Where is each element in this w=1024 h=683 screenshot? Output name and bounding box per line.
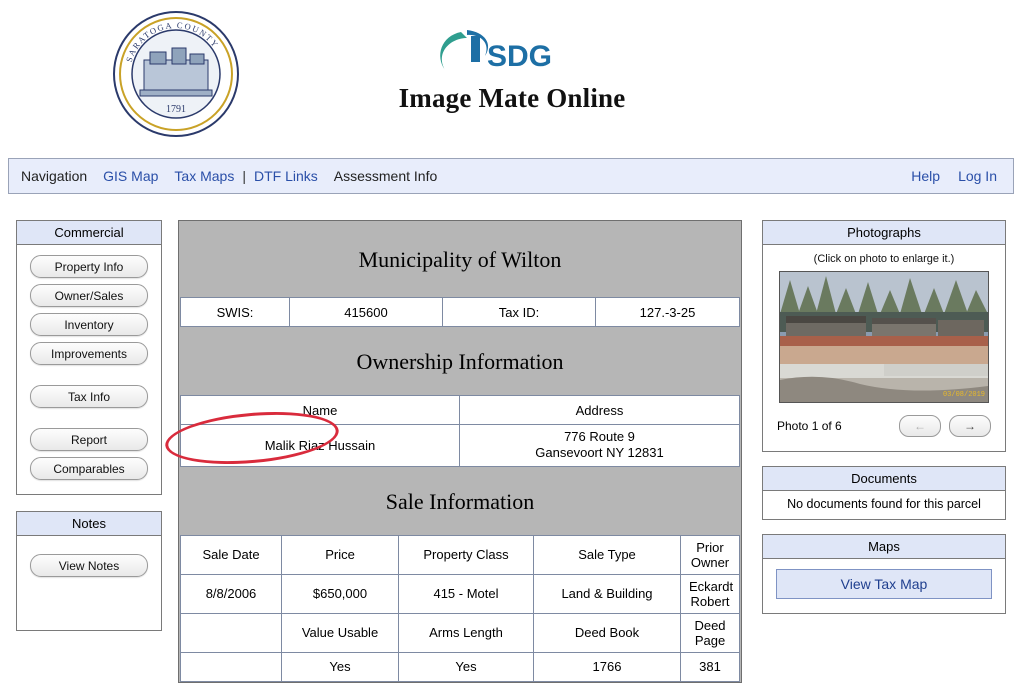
- nav-item-dtf-links[interactable]: DTF Links: [253, 168, 318, 184]
- arms-length-value: Yes: [399, 652, 534, 681]
- maps-panel: [762, 534, 1006, 614]
- sale-information-table: [180, 535, 740, 682]
- value-usable-value: Yes: [282, 652, 399, 681]
- photo-click-hint: (Click on photo to enlarge it.): [813, 253, 955, 265]
- table-row: [181, 652, 740, 681]
- photo-footer: [763, 403, 1005, 451]
- nav-item-gis-map[interactable]: GIS Map: [103, 168, 159, 184]
- maps-panel-title: Maps: [763, 535, 1005, 559]
- brand-title: Image Mate Online: [398, 83, 626, 113]
- prior-owner-value: Eckardt Robert: [681, 574, 740, 613]
- ownership-table: [180, 395, 740, 467]
- property-class-value: 415 - Motel: [399, 574, 534, 613]
- property-photo[interactable]: [779, 271, 989, 403]
- prior-owner-header: Prior Owner: [681, 535, 740, 574]
- photo-prev-arrow-icon[interactable]: ←: [899, 415, 941, 437]
- maps-panel-body: [763, 559, 1005, 613]
- sdg-logo: [427, 26, 597, 80]
- notes-panel-body: [17, 536, 161, 591]
- page-header: [0, 0, 1024, 148]
- sidebar-button-tax-info[interactable]: Tax Info: [30, 385, 148, 408]
- sale-section-title: Sale Information: [385, 488, 535, 514]
- owner-address-cell: [460, 425, 740, 467]
- price-value: $650,000: [282, 574, 399, 613]
- nav-separator: |: [242, 168, 246, 184]
- sidebar-button-view-notes[interactable]: View Notes: [30, 554, 148, 577]
- table-row: [181, 425, 740, 467]
- nav-right-group: [911, 168, 1001, 184]
- nav-item-log-in[interactable]: Log In: [958, 168, 997, 184]
- commercial-panel-body: [17, 245, 161, 494]
- notes-panel: [16, 511, 162, 631]
- commercial-panel: [16, 220, 162, 495]
- sidebar-button-comparables[interactable]: Comparables: [30, 457, 148, 480]
- sale-type-value: Land & Building: [534, 574, 681, 613]
- sidebar-button-report[interactable]: Report: [30, 428, 148, 451]
- sale-date-value: 8/8/2006: [181, 574, 282, 613]
- commercial-panel-title: Commercial: [17, 221, 161, 245]
- ownership-section-title: Ownership Information: [356, 349, 564, 374]
- empty-header-cell: [181, 613, 282, 652]
- deed-page-value: 381: [681, 652, 740, 681]
- municipality-title: Municipality of Wilton: [358, 247, 562, 272]
- tax-id-value: 127.-3-25: [596, 298, 740, 327]
- table-header-row: [181, 396, 740, 425]
- photographs-panel: [762, 220, 1006, 452]
- tax-id-label: Tax ID:: [443, 298, 596, 327]
- right-sidebar: [762, 220, 1006, 614]
- main-navigation-bar: [8, 158, 1014, 194]
- table-header-row: [181, 613, 740, 652]
- brand-block: [0, 26, 1024, 114]
- notes-panel-title: Notes: [17, 512, 161, 536]
- photo-count-label: Photo 1 of 6: [777, 419, 842, 433]
- nav-item-tax-maps[interactable]: Tax Maps: [174, 168, 235, 184]
- arms-length-header: Arms Length: [399, 613, 534, 652]
- sidebar-button-owner-sales[interactable]: Owner/Sales: [30, 284, 148, 307]
- svg-text:1791: 1791: [166, 104, 186, 115]
- owner-address-line2: Gansevoort NY 12831: [535, 445, 664, 461]
- photo-date-stamp: 03/08/2019: [942, 391, 985, 399]
- documents-panel: [762, 466, 1006, 520]
- sidebar-button-inventory[interactable]: Inventory: [30, 313, 148, 336]
- swis-label: SWIS:: [181, 298, 290, 327]
- nav-left-group: [21, 168, 437, 184]
- swis-value: 415600: [290, 298, 443, 327]
- sidebar-button-improvements[interactable]: Improvements: [30, 342, 148, 365]
- svg-text:SARATOGA COUNTY: SARATOGA COUNTY: [123, 19, 222, 64]
- table-row: [181, 298, 740, 327]
- swis-taxid-table: [180, 297, 740, 327]
- deed-book-header: Deed Book: [534, 613, 681, 652]
- nav-item-help[interactable]: Help: [911, 168, 941, 184]
- sidebar-button-property-info[interactable]: Property Info: [30, 255, 148, 278]
- owner-address-header: Address: [460, 396, 740, 425]
- left-sidebar: [16, 220, 162, 631]
- owner-name-cell: [181, 425, 460, 467]
- photo-next-arrow-icon[interactable]: →: [949, 415, 991, 437]
- owner-name-value: Malik Riaz Hussain: [264, 437, 376, 453]
- property-class-header: Property Class: [399, 535, 534, 574]
- documents-panel-title: Documents: [763, 467, 1005, 491]
- deed-page-header: Deed Page: [681, 613, 740, 652]
- nav-item-navigation[interactable]: Navigation: [21, 168, 88, 184]
- deed-book-value: 1766: [534, 652, 681, 681]
- sale-date-header: Sale Date: [181, 535, 282, 574]
- owner-name-header: Name: [181, 396, 460, 425]
- owner-address-line1: 776 Route 9: [564, 429, 635, 444]
- photo-nav-arrows: [899, 415, 991, 437]
- view-tax-map-button[interactable]: View Tax Map: [776, 569, 992, 599]
- svg-text:SDG: SDG: [487, 40, 553, 73]
- sale-type-header: Sale Type: [534, 535, 681, 574]
- table-header-row: [181, 535, 740, 574]
- empty-value-cell: [181, 652, 282, 681]
- price-header: Price: [282, 535, 399, 574]
- documents-empty-message: No documents found for this parcel: [787, 497, 981, 511]
- parcel-detail-panel: [178, 220, 742, 683]
- value-usable-header: Value Usable: [282, 613, 399, 652]
- nav-item-assessment-info[interactable]: Assessment Info: [333, 168, 438, 184]
- photographs-panel-title: Photographs: [763, 221, 1005, 245]
- table-row: [181, 574, 740, 613]
